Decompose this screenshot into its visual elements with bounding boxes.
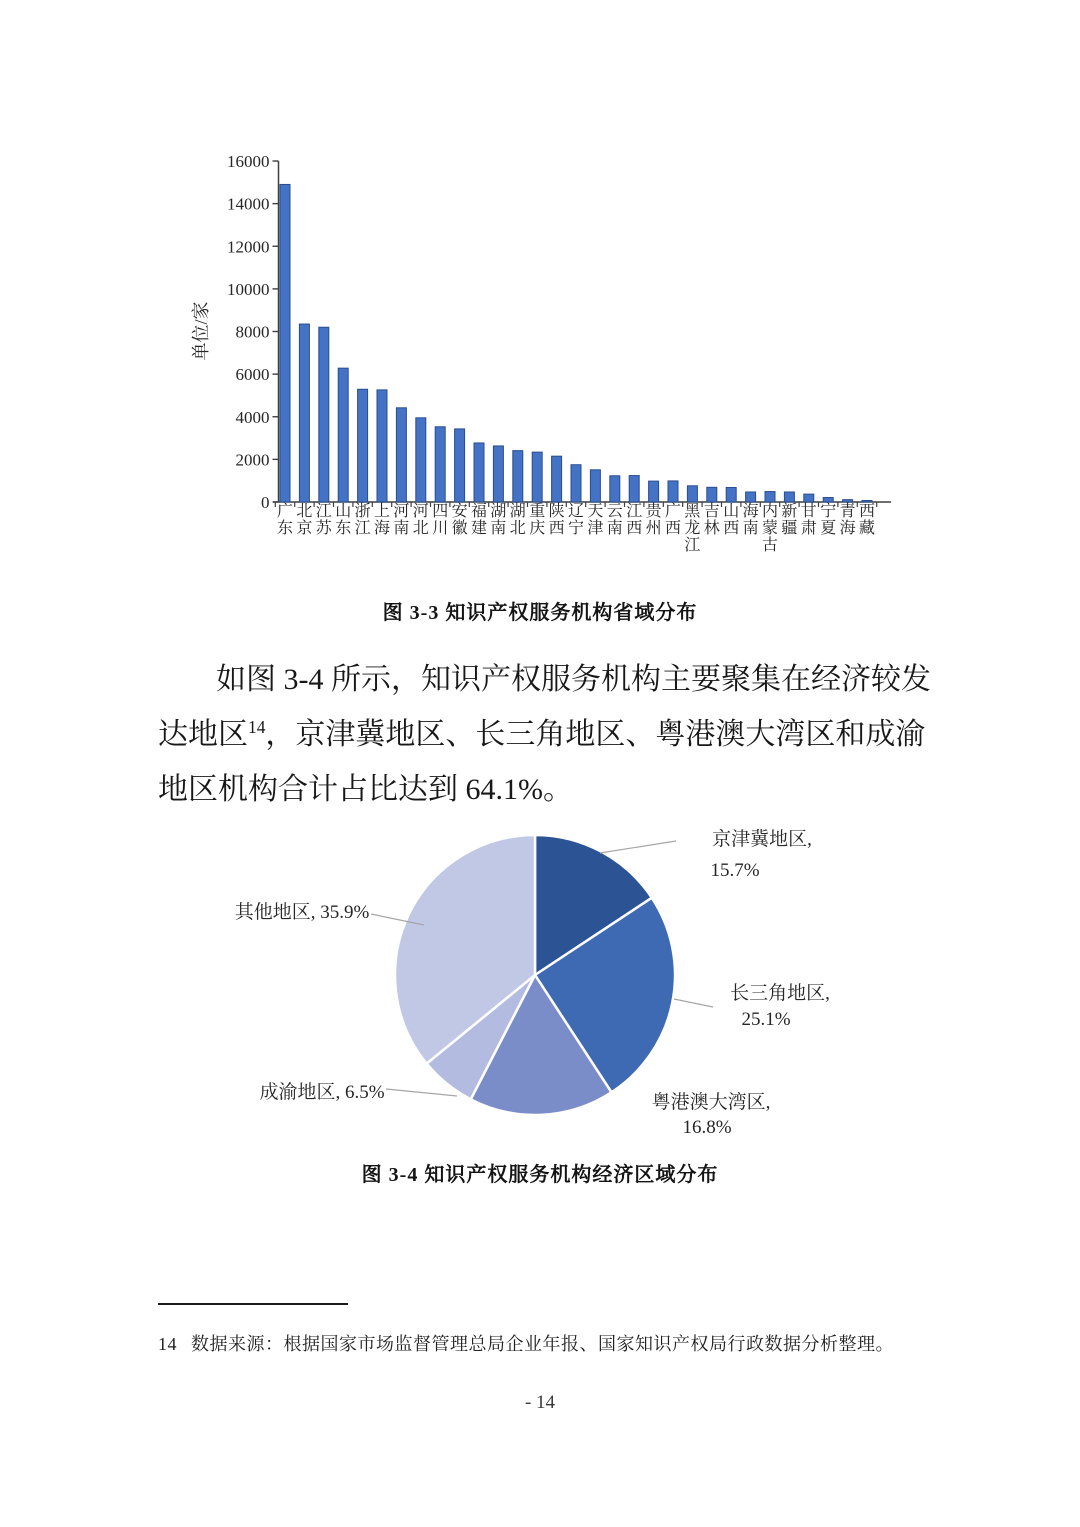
paragraph-line-3: 地区机构合计占比达到 64.1%。	[158, 773, 573, 806]
bar-湖北	[513, 451, 523, 502]
pie-chart-figure	[170, 815, 910, 1150]
x-category-label: 甘肃	[800, 503, 817, 537]
x-category-label: 黑龙江	[684, 503, 701, 554]
x-category-label: 河南	[393, 503, 410, 537]
bar-宁夏	[823, 498, 833, 502]
pie-label-京津冀地区: 京津冀地区,	[712, 829, 812, 850]
bar-浙江	[358, 389, 368, 502]
y-tick-label: 0	[261, 493, 270, 512]
bar-chart-svg	[185, 148, 905, 593]
y-tick-label: 6000	[235, 365, 270, 385]
y-tick-label: 2000	[235, 450, 270, 470]
bar-河南	[396, 408, 406, 502]
x-category-label: 湖北	[509, 503, 526, 537]
x-category-label: 宁夏	[820, 503, 837, 537]
pie-label-其他地区: 其他地区, 35.9%	[234, 902, 370, 923]
pie-label-长三角地区: 长三角地区,	[730, 983, 830, 1004]
bar-广东	[280, 184, 290, 502]
pie-label-京津冀地区: 15.7%	[710, 860, 760, 881]
bar-新疆	[784, 492, 794, 502]
x-category-label: 云南	[606, 503, 623, 537]
bar-上海	[377, 390, 387, 502]
y-tick-label: 4000	[235, 407, 270, 427]
x-category-label: 江西	[626, 503, 643, 537]
bar-山西	[726, 488, 736, 502]
bar-重庆	[532, 452, 542, 502]
bar-广西	[668, 481, 678, 502]
x-category-label: 辽宁	[567, 503, 585, 537]
bar-辽宁	[571, 465, 581, 502]
x-category-label: 湖南	[490, 503, 507, 537]
footnote-reference: 14	[248, 717, 266, 737]
pie-label-长三角地区: 25.1%	[741, 1009, 791, 1030]
x-category-label: 广西	[664, 503, 682, 537]
bar-湖南	[493, 446, 503, 502]
x-category-label: 江苏	[315, 503, 332, 537]
x-category-label: 吉林	[703, 503, 720, 537]
pie-label-成渝地区: 成渝地区, 6.5%	[259, 1082, 385, 1103]
pie-label-粤港澳大湾区: 粤港澳大湾区,	[651, 1092, 771, 1113]
x-category-label: 天津	[587, 503, 604, 537]
x-category-label: 海南	[742, 503, 759, 537]
paragraph-line-2: 达地区$^{14}$，京津冀地区、长三角地区、粤港澳大湾区和成渝	[158, 717, 926, 751]
x-category-label: 河北	[412, 503, 429, 537]
bar-chart-figure	[185, 148, 905, 593]
leader-line-长三角地区	[674, 999, 713, 1007]
bar-福建	[474, 443, 484, 502]
bar-江西	[629, 476, 639, 502]
pie-chart-svg	[170, 815, 910, 1150]
x-category-label: 福建	[470, 503, 488, 537]
bar-云南	[610, 476, 620, 502]
y-tick-label: 10000	[227, 279, 270, 299]
figure-3-3-caption: 图 3-3 知识产权服务机构省域分布	[382, 602, 698, 624]
footnote-text: 数据来源：根据国家市场监督管理总局企业年报、国家知识产权局行政数据分析整理。	[191, 1334, 894, 1354]
x-category-label: 重庆	[529, 503, 546, 537]
x-category-label: 北京	[296, 503, 313, 537]
y-tick-label: 8000	[235, 322, 270, 342]
bar-内蒙古	[765, 492, 775, 502]
bar-吉林	[707, 487, 717, 502]
leader-line-成渝地区	[386, 1089, 457, 1096]
bar-四川	[435, 427, 445, 502]
bar-黑龙江	[687, 486, 697, 502]
x-category-label: 安徽	[451, 503, 468, 537]
x-category-label: 西藏	[858, 503, 876, 537]
bar-山东	[338, 368, 348, 502]
x-category-label: 上海	[373, 503, 391, 537]
bar-陕西	[552, 456, 562, 502]
bar-北京	[299, 324, 309, 502]
bar-河北	[416, 418, 426, 502]
x-category-label: 山西	[723, 503, 740, 537]
bar-江苏	[319, 327, 329, 502]
y-tick-label: 12000	[227, 237, 270, 257]
bar-西藏	[862, 501, 872, 503]
leader-line-京津冀地区	[600, 841, 676, 853]
x-category-label: 陕西	[548, 503, 565, 537]
bar-贵州	[649, 481, 659, 502]
x-category-label: 四川	[432, 503, 449, 537]
x-category-label: 贵州	[645, 503, 662, 537]
paragraph-line-1: 如图 3-4 所示，知识产权服务机构主要聚集在经济较发	[216, 663, 931, 696]
x-category-label: 内蒙古	[761, 503, 779, 554]
footnote-marker: 14	[158, 1334, 177, 1354]
x-category-label: 山东	[335, 503, 352, 537]
y-tick-label: 14000	[227, 194, 270, 214]
y-tick-label: 16000	[227, 152, 270, 171]
x-category-label: 青海	[839, 503, 856, 537]
figure-3-4-caption: 图 3-4 知识产权服务机构经济区域分布	[361, 1164, 719, 1186]
pie-label-粤港澳大湾区: 16.8%	[682, 1117, 732, 1138]
footnote-separator	[158, 1303, 348, 1305]
body-paragraph	[158, 652, 931, 817]
bar-甘肃	[804, 494, 814, 502]
x-category-label: 浙江	[354, 503, 371, 537]
page-number: - 14	[524, 1392, 556, 1413]
y-axis-title: 单位/家	[191, 301, 211, 361]
footnote	[158, 1330, 948, 1356]
bar-海南	[746, 492, 756, 502]
bar-青海	[843, 500, 853, 502]
bar-天津	[590, 470, 600, 502]
x-category-label: 新疆	[781, 503, 798, 537]
x-category-label: 广东	[276, 503, 294, 537]
bar-安徽	[455, 429, 465, 502]
